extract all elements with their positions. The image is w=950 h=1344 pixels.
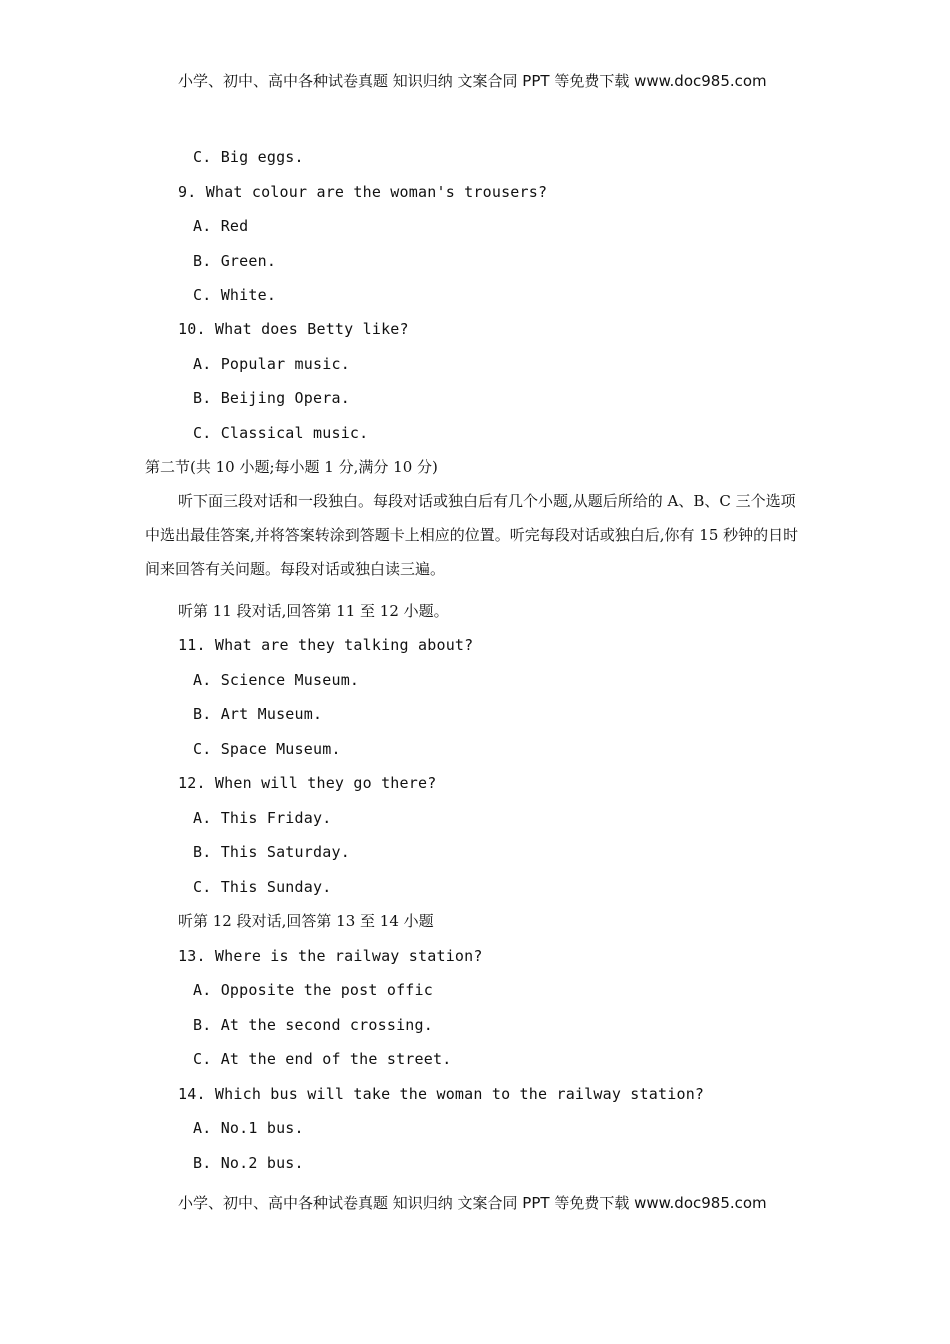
option-9b: B. Green. [193,252,277,270]
option-14a: A. No.1 bus. [193,1119,304,1137]
option-9a: A. Red [193,217,249,235]
option-13a: A. Opposite the post offic [193,981,433,999]
option-8c: C. Big eggs. [193,148,304,166]
question-13: 13. Where is the railway station? [178,947,483,965]
option-10b: B. Beijing Opera. [193,389,350,407]
option-11a: A. Science Museum. [193,671,360,689]
dialog-12-instruction: 听第 12 段对话,回答第 13 至 14 小题 [178,912,434,930]
page-header: 小学、初中、高中各种试卷真题 知识归纳 文案合同 PPT 等免费下载 www.doc985.com [178,72,767,90]
question-10: 10. What does Betty like? [178,320,409,338]
question-12: 12. When will they go there? [178,774,437,792]
question-14: 14. Which bus will take the woman to the railway station? [178,1085,705,1103]
option-14b: B. No.2 bus. [193,1154,304,1172]
section-heading: 第二节(共 10 小题;每小题 1 分,满分 10 分) [145,458,438,476]
option-10c: C. Classical music. [193,424,369,442]
question-9: 9. What colour are the woman's trousers? [178,183,548,201]
option-13b: B. At the second crossing. [193,1016,433,1034]
section-instructions: 听下面三段对话和一段独白。每段对话或独白后有几个小题,从题后所给的 A、B、C 三个选项中选出最佳答案,并将答案转涂到答题卡上相应的位置。听完每段对话或独白后,你有 15 秒钟的日时间来回答有关问题。每段对话或独白读三遍。 [145,492,799,578]
option-12b: B. This Saturday. [193,843,350,861]
option-11c: C. Space Museum. [193,740,341,758]
option-11b: B. Art Museum. [193,705,323,723]
option-12c: C. This Sunday. [193,878,332,896]
question-11: 11. What are they talking about? [178,636,474,654]
option-9c: C. White. [193,286,277,304]
option-12a: A. This Friday. [193,809,332,827]
option-13c: C. At the end of the street. [193,1050,452,1068]
option-10a: A. Popular music. [193,355,350,373]
dialog-11-instruction: 听第 11 段对话,回答第 11 至 12 小题。 [178,602,449,620]
page-footer: 小学、初中、高中各种试卷真题 知识归纳 文案合同 PPT 等免费下载 www.doc985.com [178,1194,767,1212]
